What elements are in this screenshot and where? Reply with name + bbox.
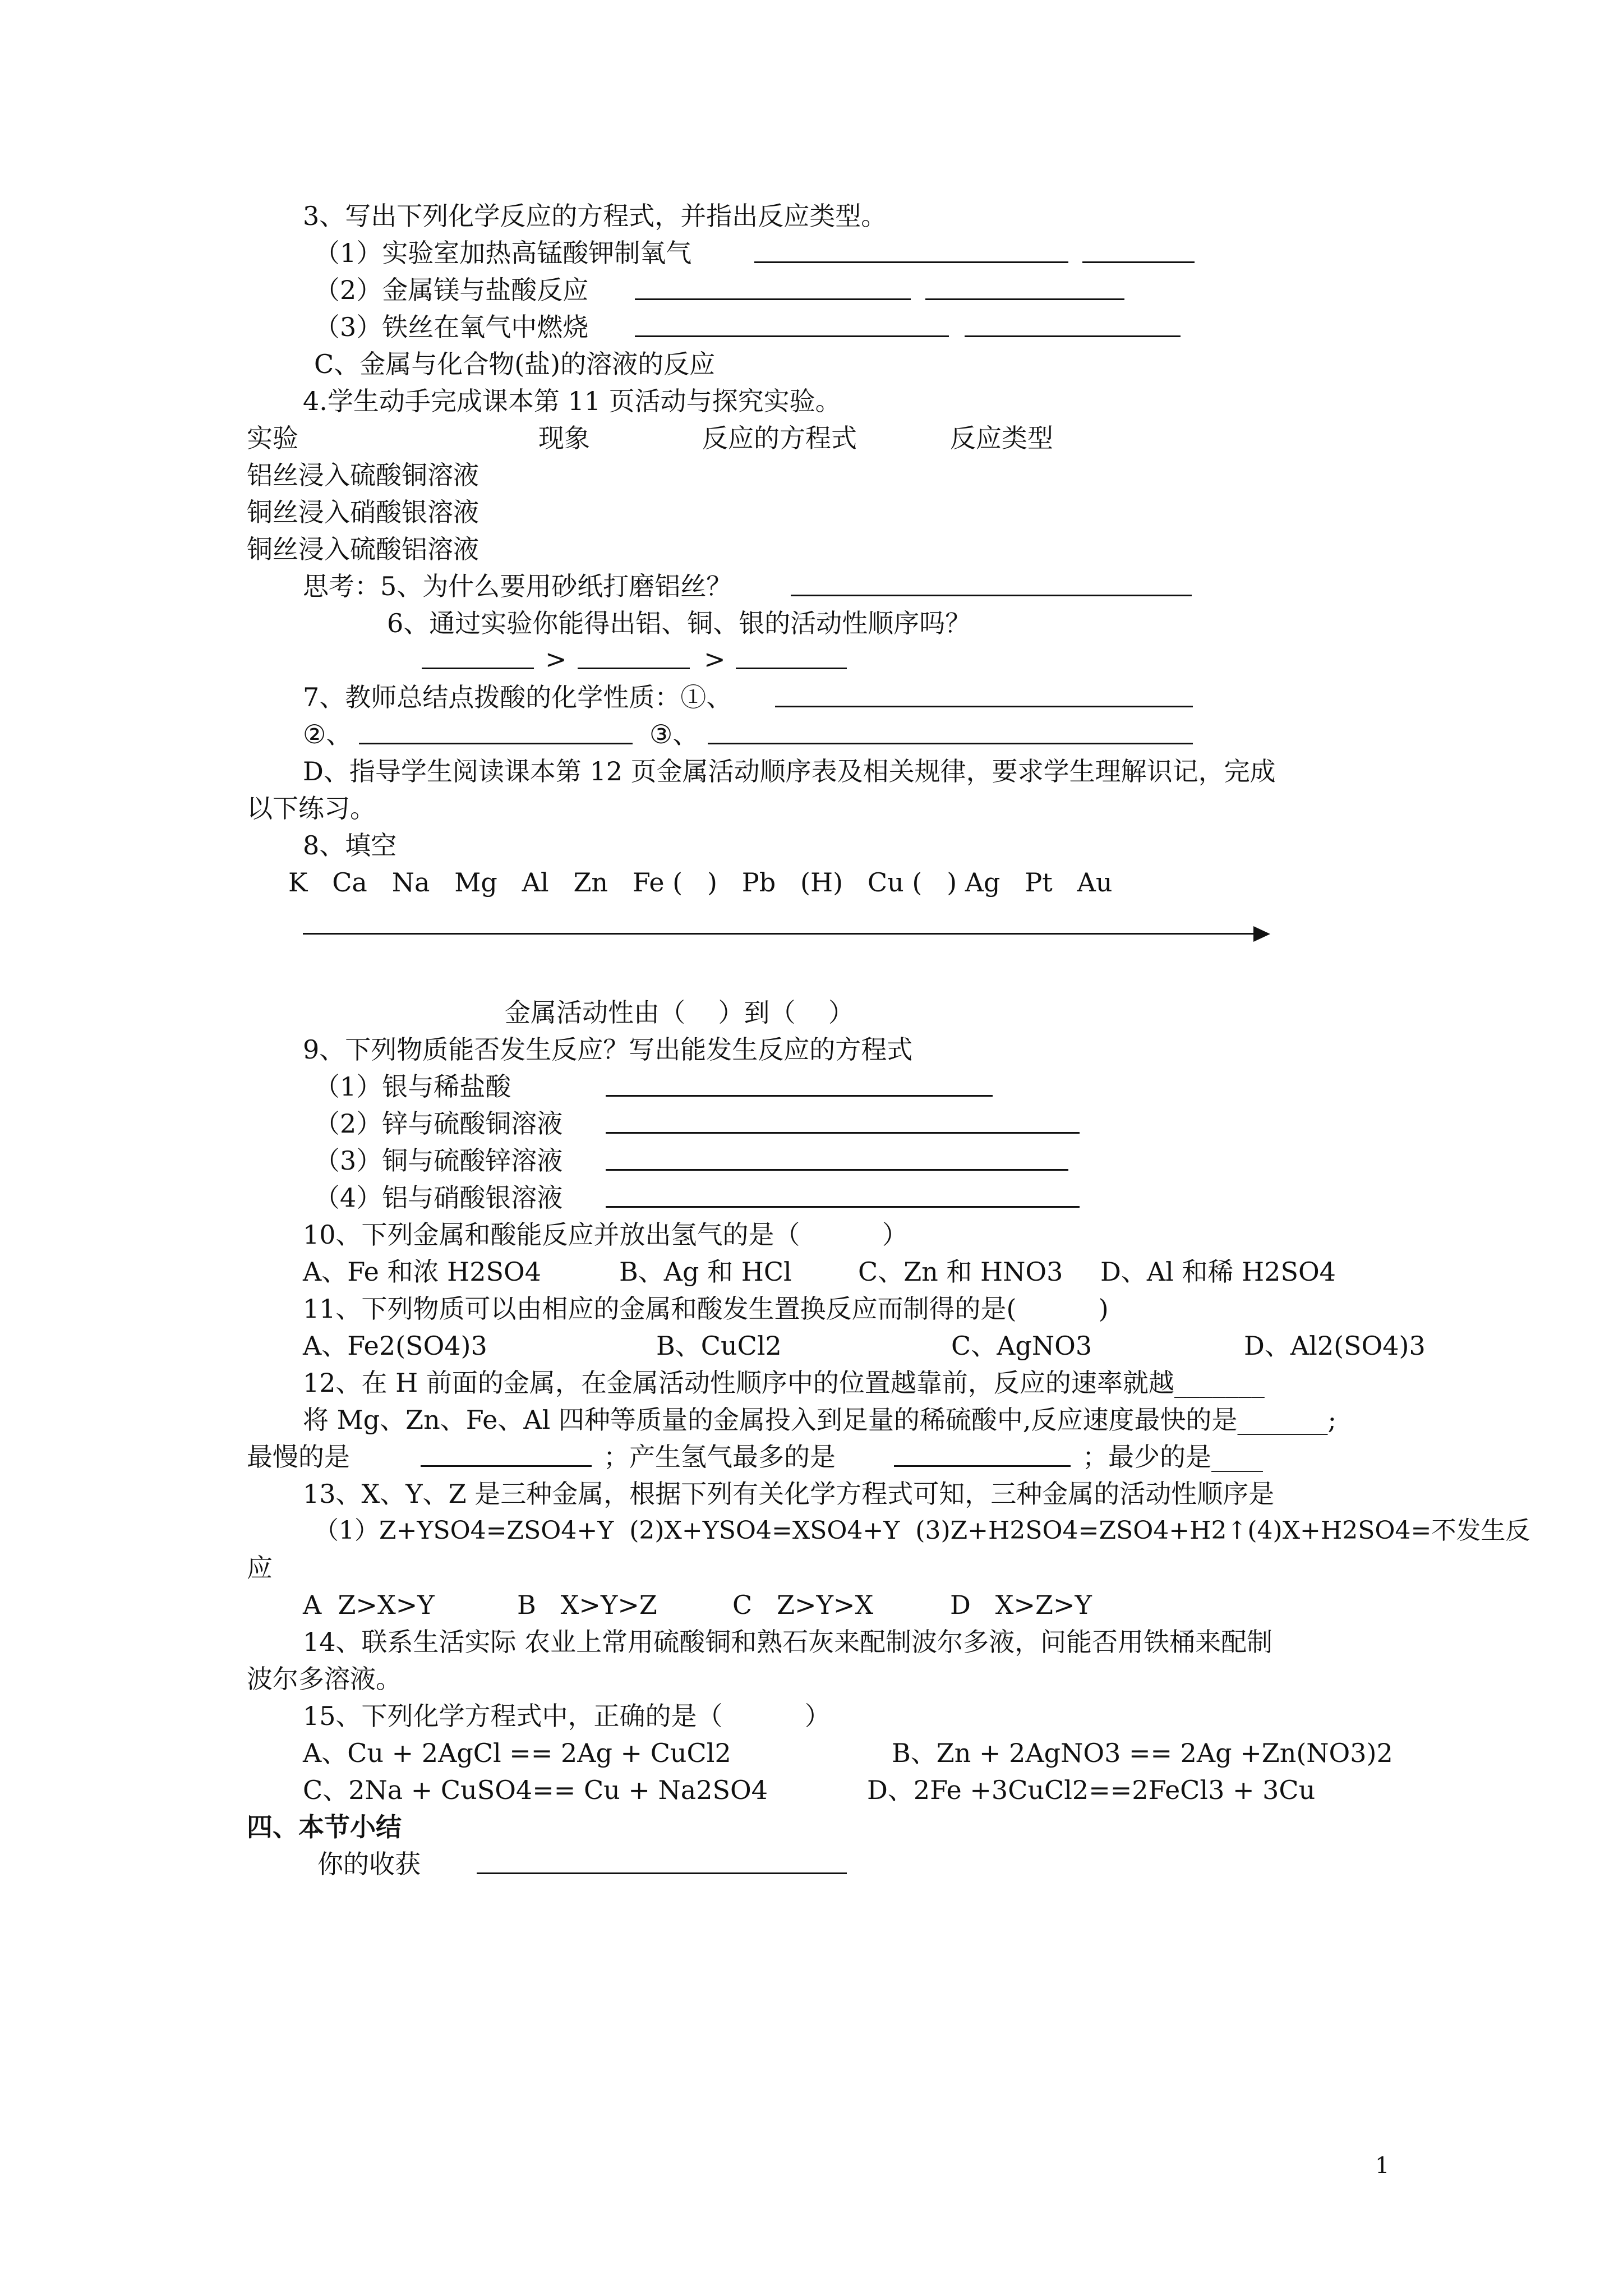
q10-option-c: C、Zn 和 HNO3 (858, 1257, 1063, 1287)
q10-title: 10、下列金属和酸能反应并放出氢气的是（ ） (303, 1220, 908, 1250)
q3-2-equation-blank[interactable] (635, 273, 911, 300)
q11-option-c: C、AgNO3 (951, 1331, 1092, 1361)
q12-line-3c: ；最少的是____ (1082, 1442, 1263, 1472)
q9-4-blank[interactable] (606, 1180, 1080, 1208)
q3-item-2: （2）金属镁与盐酸反应 (314, 275, 589, 305)
q11-option-b: B、CuCl2 (656, 1331, 782, 1361)
q5-answer-blank[interactable] (791, 569, 1192, 596)
q9-item-3: （3）铜与硫酸锌溶液 (314, 1145, 563, 1176)
q10-option-d: D、Al 和稀 H2SO4 (1100, 1257, 1336, 1287)
q6-blank-3[interactable] (736, 642, 847, 669)
q10-option-b: B、Ag 和 HCl (619, 1257, 792, 1287)
q9-item-2: （2）锌与硫酸铜溶液 (314, 1108, 563, 1139)
q4-header-experiment: 实验 (247, 423, 298, 453)
q13-equations: （1）Z+YSO4=ZSO4+Y (2)X+YSO4=XSO4+Y (3)Z+H2SO4=ZSO4+H2↑(4)X+H2SO4=不发生反 (314, 1516, 1530, 1545)
q3-1-type-blank[interactable] (1082, 236, 1195, 263)
q15-option-d: D、2Fe +3CuCl2==2FeCl3 + 3Cu (867, 1775, 1316, 1805)
q9-3-blank[interactable] (606, 1143, 1068, 1171)
activity-arrow-line (303, 933, 1256, 935)
summary-label: 你的收获 (317, 1849, 421, 1879)
q13-option-a: A Z>X>Y (303, 1590, 435, 1620)
q7-marker-2: ②、 (303, 719, 352, 749)
q3-item-1: （1）实验室加热高锰酸钾制氧气 (314, 238, 692, 268)
activity-caption: 金属活动性由（ ）到（ ） (505, 997, 854, 1028)
q7-marker-3: ③、 (649, 719, 699, 749)
q14-line-1: 14、联系生活实际 农业上常用硫酸铜和熟石灰来配制波尔多液，问能否用铁桶来配制 (303, 1627, 1273, 1657)
q15-option-a: A、Cu + 2AgCl == 2Ag + CuCl2 (303, 1738, 731, 1768)
gt-sign-2: > (704, 644, 726, 674)
q11-option-d: D、Al2(SO4)3 (1244, 1331, 1426, 1361)
q12-line-3b: ；产生氢气最多的是 (603, 1442, 836, 1472)
q4-row-2: 铜丝浸入硝酸银溶液 (247, 497, 479, 527)
activity-arrow-head-icon (1253, 926, 1270, 942)
q9-item-1: （1）银与稀盐酸 (314, 1071, 511, 1102)
section-d-line-1: D、指导学生阅读课本第 12 页金属活动顺序表及相关规律，要求学生理解识记，完成 (303, 756, 1276, 786)
q7-blank-1[interactable] (775, 680, 1193, 707)
q7-blank-2[interactable] (359, 717, 633, 744)
q6-blank-2[interactable] (578, 642, 690, 669)
q3-3-equation-blank[interactable] (635, 310, 949, 337)
q7-blank-3[interactable] (708, 717, 1193, 744)
q4-header-phenomenon: 现象 (538, 423, 590, 453)
q7-line-1: 7、教师总结点拨酸的化学性质：①、 (303, 682, 732, 712)
q3-item-3: （3）铁丝在氧气中燃烧 (314, 312, 589, 342)
q9-item-4: （4）铝与硝酸银溶液 (314, 1182, 563, 1213)
q6-blank-1[interactable] (422, 642, 534, 669)
q4-row-1: 铝丝浸入硫酸铜溶液 (247, 460, 479, 490)
q13-equations-cont: 应 (247, 1553, 273, 1583)
page-number: 1 (1375, 2153, 1390, 2179)
section-d-line-2: 以下练习。 (247, 793, 376, 823)
q4-header-equation: 反应的方程式 (702, 423, 857, 453)
think-q5: 思考：5、为什么要用砂纸打磨铝丝？ (303, 571, 732, 601)
q4-title: 4.学生动手完成课本第 11 页活动与探究实验。 (303, 386, 841, 416)
q10-option-a: A、Fe 和浓 H2SO4 (303, 1257, 541, 1287)
q15-option-b: B、Zn + 2AgNO3 == 2Ag +Zn(NO3)2 (892, 1738, 1393, 1768)
q3-1-equation-blank[interactable] (754, 236, 1068, 263)
q11-title: 11、下列物质可以由相应的金属和酸发生置换反应而制得的是( ) (303, 1294, 1109, 1324)
q13-title: 13、X、Y、Z 是三种金属，根据下列有关化学方程式可知，三种金属的活动性顺序是 (303, 1479, 1275, 1509)
q8-title: 8、填空 (303, 830, 397, 861)
q11-option-a: A、Fe2(SO4)3 (303, 1331, 487, 1361)
q9-2-blank[interactable] (606, 1106, 1080, 1134)
q15-title: 15、下列化学方程式中，正确的是（ ） (303, 1701, 831, 1731)
q3-2-type-blank[interactable] (925, 273, 1124, 300)
q13-option-d: D X>Z>Y (950, 1590, 1092, 1620)
q15-option-c: C、2Na + CuSO4== Cu + Na2SO4 (303, 1775, 768, 1805)
q4-row-3: 铜丝浸入硫酸铝溶液 (247, 534, 479, 564)
section-c-heading: C、金属与化合物(盐)的溶液的反应 (314, 349, 716, 379)
q12-line-3a: 最慢的是 (247, 1442, 350, 1472)
summary-heading: 四、本节小结 (247, 1812, 402, 1842)
gt-sign-1: > (545, 644, 567, 674)
summary-answer-blank[interactable] (477, 1847, 847, 1874)
q4-header-type: 反应类型 (950, 423, 1053, 453)
q9-title: 9、下列物质能否发生反应？写出能发生反应的方程式 (303, 1034, 913, 1065)
q3-title: 3、写出下列化学反应的方程式，并指出反应类型。 (303, 201, 887, 231)
think-q6: 6、通过实验你能得出铝、铜、银的活动性顺序吗？ (387, 608, 971, 638)
q13-option-c: C Z>Y>X (732, 1590, 874, 1620)
q9-1-blank[interactable] (606, 1069, 993, 1097)
q12-slowest-blank[interactable] (421, 1439, 592, 1467)
q12-line-1: 12、在 H 前面的金属，在金属活动性顺序中的位置越靠前，反应的速率就越_______ (303, 1368, 1265, 1398)
q14-line-2: 波尔多溶液。 (247, 1664, 402, 1694)
activity-series: K Ca Na Mg Al Zn Fe ( ) Pb (H) Cu ( ) Ag Pt Au (288, 867, 1113, 898)
q3-3-type-blank[interactable] (965, 310, 1181, 337)
q12-most-hydrogen-blank[interactable] (894, 1439, 1071, 1467)
q13-option-b: B X>Y>Z (517, 1590, 657, 1620)
q12-line-2: 将 Mg、Zn、Fe、Al 四种等质量的金属投入到足量的稀硫酸中,反应速度最快的是_______; (303, 1405, 1337, 1435)
